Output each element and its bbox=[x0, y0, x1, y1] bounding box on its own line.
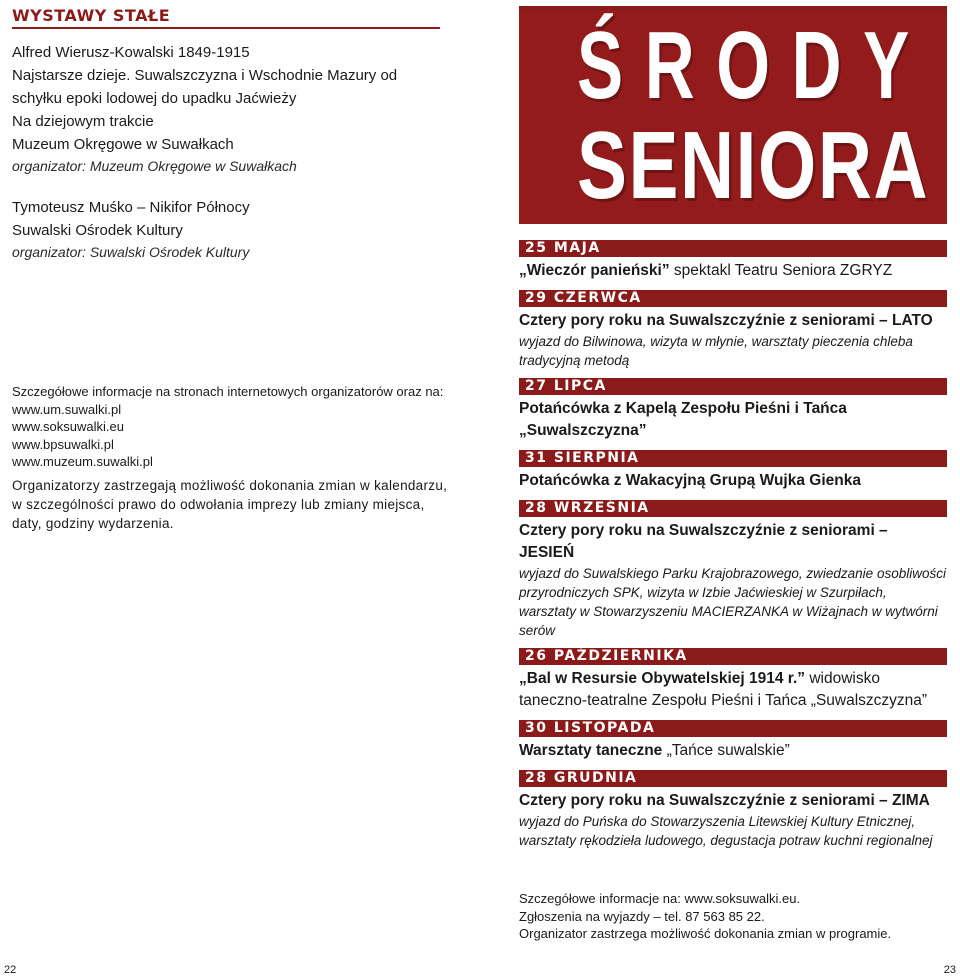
event-date: 31 SIERPNIA bbox=[519, 450, 947, 467]
event-title: „Wieczór panieński” spektakl Teatru Seniora ZGRYZ bbox=[519, 262, 893, 279]
event-title: Potańcówka z Kapelą Zespołu Pieśni i Tańca „Suwalszczyzna” bbox=[519, 400, 847, 439]
event-description: wyjazd do Suwalskiego Parku Krajobrazowego, zwiedzanie osobliwości przyrodniczych SPK, wizyta w Izbie Jaćwieskiej w Szurpiłach, warsztaty w Stowarzyszeniu MACIERZANKA w Wiżajnach w wytwórni serów bbox=[519, 566, 946, 638]
disclaimer: Organizatorzy zastrzegają możliwość dokonania zmian w kalendarzu, w szczególności prawo do odwołania imprezy lub zmiany miejsca, daty, godziny wydarzenia. bbox=[12, 478, 448, 531]
event-title: Warsztaty taneczne „Tańce suwalskie” bbox=[519, 742, 790, 759]
link-muzeum[interactable]: www.muzeum.suwalki.pl bbox=[12, 454, 153, 469]
permanent-exhibitions bbox=[12, 6, 442, 262]
exhibition-item: schyłku epoki lodowej do upadku Jaćwieży bbox=[12, 90, 297, 107]
event-item bbox=[519, 648, 947, 712]
banner-title-line1: ŚRODY bbox=[577, 12, 931, 119]
event-date: 30 LISTOPADA bbox=[519, 720, 947, 737]
exhibition-item: Tymoteusz Muśko – Nikifor Północy bbox=[12, 199, 250, 216]
event-item bbox=[519, 770, 947, 850]
event-date: 26 PAŹDZIERNIKA bbox=[519, 648, 947, 665]
event-item bbox=[519, 290, 947, 370]
event-date: 28 WRZEŚNIA bbox=[519, 500, 947, 517]
event-item bbox=[519, 450, 947, 492]
event-item bbox=[519, 500, 947, 640]
event-description: wyjazd do Puńska do Stowarzyszenia Litewskiej Kultury Etnicznej, warsztaty rękodzieła ludowego, degustacja potraw kuchni regionalnej bbox=[519, 814, 933, 848]
footer-line: Szczegółowe informacje na: www.soksuwalki.eu. bbox=[519, 891, 801, 906]
event-title: Cztery pory roku na Suwalszczyźnie z seniorami – JESIEŃ bbox=[519, 522, 888, 561]
footer-line: Organizator zastrzega możliwość dokonania zmian w programie. bbox=[519, 926, 892, 941]
exhibition-item: Na dziejowym trakcie bbox=[12, 113, 154, 130]
exhibition-item: Najstarsze dzieje. Suwalszczyzna i Wschodnie Mazury od bbox=[12, 67, 398, 84]
section-title: WYSTAWY STAŁE bbox=[12, 6, 440, 29]
srody-seniora-banner bbox=[519, 6, 947, 224]
footer-line: Zgłoszenia na wyjazdy – tel. 87 563 85 22. bbox=[519, 908, 765, 924]
exhibition-item: Alfred Wierusz-Kowalski 1849-1915 bbox=[12, 44, 250, 61]
page-number-left: 22 bbox=[4, 964, 17, 976]
exhibition-venue: Suwalski Ośrodek Kultury bbox=[12, 222, 183, 239]
event-title: „Bal w Resursie Obywatelskiej 1914 r.” widowisko taneczno-teatralne Zespołu Pieśni i Tańca „Suwalszczyzna” bbox=[519, 670, 928, 709]
event-item bbox=[519, 240, 947, 282]
exhibition-venue: Muzeum Okręgowe w Suwałkach bbox=[12, 136, 234, 153]
event-date: 27 LIPCA bbox=[519, 378, 947, 395]
link-um[interactable]: www.um.suwalki.pl bbox=[12, 401, 122, 417]
event-date: 28 GRUDNIA bbox=[519, 770, 947, 787]
info-lead: Szczegółowe informacje na stronach internetowych organizatorów oraz na: bbox=[12, 384, 444, 399]
page-number-right: 23 bbox=[943, 964, 956, 976]
link-sok[interactable]: www.soksuwalki.eu bbox=[12, 419, 124, 434]
exhibition-organizer: organizator: Muzeum Okręgowe w Suwałkach bbox=[12, 158, 297, 174]
footer-info bbox=[519, 890, 949, 943]
event-title: Cztery pory roku na Suwalszczyźnie z seniorami – ZIMA bbox=[519, 792, 930, 809]
event-date: 25 MAJA bbox=[519, 240, 947, 257]
link-bp[interactable]: www.bpsuwalki.pl bbox=[12, 436, 114, 452]
event-item bbox=[519, 720, 947, 762]
event-title: Cztery pory roku na Suwalszczyźnie z seniorami – LATO bbox=[519, 312, 933, 329]
exhibition-organizer: organizator: Suwalski Ośrodek Kultury bbox=[12, 244, 250, 260]
event-date: 29 CZERWCA bbox=[519, 290, 947, 307]
event-description: wyjazd do Bilwinowa, wizyta w młynie, warsztaty pieczenia chleba tradycyjną metodą bbox=[519, 334, 913, 368]
events-list bbox=[519, 240, 947, 858]
event-title: Potańcówka z Wakacyjną Grupą Wujka Gienka bbox=[519, 472, 861, 489]
banner-title-line2: SENIORA bbox=[577, 112, 930, 219]
info-block bbox=[12, 383, 452, 471]
event-item bbox=[519, 378, 947, 442]
